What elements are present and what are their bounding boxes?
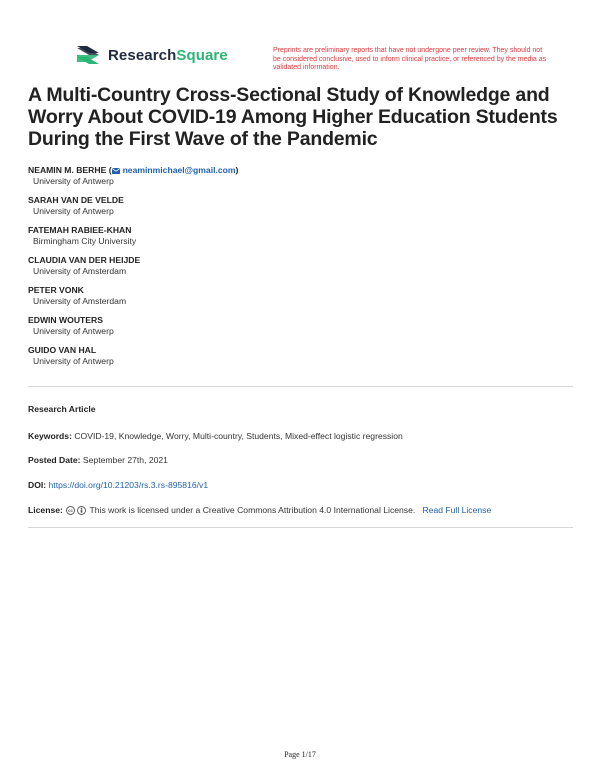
article-type-label: Research Article [28,404,96,414]
author-entry [28,225,573,255]
doi-link[interactable]: https://doi.org/10.21203/rs.3.rs-895816/v1 [48,480,209,490]
logo-text-research: Research [108,46,177,64]
author-name: PETER VONK [28,285,84,295]
section-divider [28,527,573,528]
license-text: This work is licensed under a Creative Commons Attribution 4.0 International License. [89,505,416,515]
logo-text-square: Square [176,46,228,64]
author-affiliation: University of Antwerp [33,176,114,186]
author-name: NEAMIN M. BERHE [28,165,107,175]
creative-commons-icon [66,506,75,515]
research-square-logo-icon [75,44,101,66]
author-name: SARAH VAN DE VELDE [28,195,124,205]
keywords-label: Keywords: [28,431,72,441]
author-name-with-email: NEAMIN M. BERHE ( neaminmichael@gmail.com) [28,165,239,175]
keywords-line [28,431,573,442]
svg-text:cc: cc [68,508,74,514]
author-affiliation: University of Antwerp [33,356,114,366]
author-affiliation: University of Antwerp [33,326,114,336]
author-affiliation: University of Amsterdam [33,266,127,276]
attribution-icon [77,506,86,515]
author-affiliation: Birmingham City University [33,236,137,246]
author-entry [28,195,573,225]
paper-title: A Multi-Country Cross-Sectional Study of Knowledge and Worry About COVID-19 Among Higher Education Students During the First Wave of the Pandemic [28,84,558,150]
page-number: Page 1/17 [284,750,316,759]
author-name: FATEMAH RABIEE-KHAN [28,225,132,235]
keywords-value: COVID-19, Knowledge, Worry, Multi-country, Students, Mixed-effect logistic regression [74,431,403,441]
page-header [75,44,545,78]
author-entry [28,255,573,285]
author-affiliation: University of Amsterdam [33,296,127,306]
license-label: License: [28,505,63,515]
author-list [28,165,573,375]
author-name: EDWIN WOUTERS [28,315,103,325]
posted-date-value: September 27th, 2021 [82,455,168,465]
read-full-license-link[interactable]: Read Full License [422,505,492,515]
author-affiliation: University of Antwerp [33,206,114,216]
research-square-logo[interactable] [75,44,228,66]
posted-date-label: Posted Date: [28,455,81,465]
author-entry [28,165,573,195]
author-name: GUIDO VAN HAL [28,345,97,355]
author-entry [28,345,573,375]
doi-line [28,480,573,491]
envelope-icon [112,168,120,174]
author-email-link[interactable]: neaminmichael@gmail.com [122,165,236,175]
license-line [28,505,573,516]
author-entry [28,315,573,345]
logo-wordmark [108,47,228,64]
article-type [28,404,573,415]
author-entry [28,285,573,315]
doi-label: DOI: [28,480,47,490]
posted-date-line [28,455,573,466]
author-name: CLAUDIA VAN DER HEIJDE [28,255,141,265]
preprint-disclaimer: Preprints are preliminary reports that have not undergone peer review. They should not be considered conclusive, used to inform clinical practice, or referenced by the media as validated information. [273,47,547,71]
section-divider [28,386,573,387]
